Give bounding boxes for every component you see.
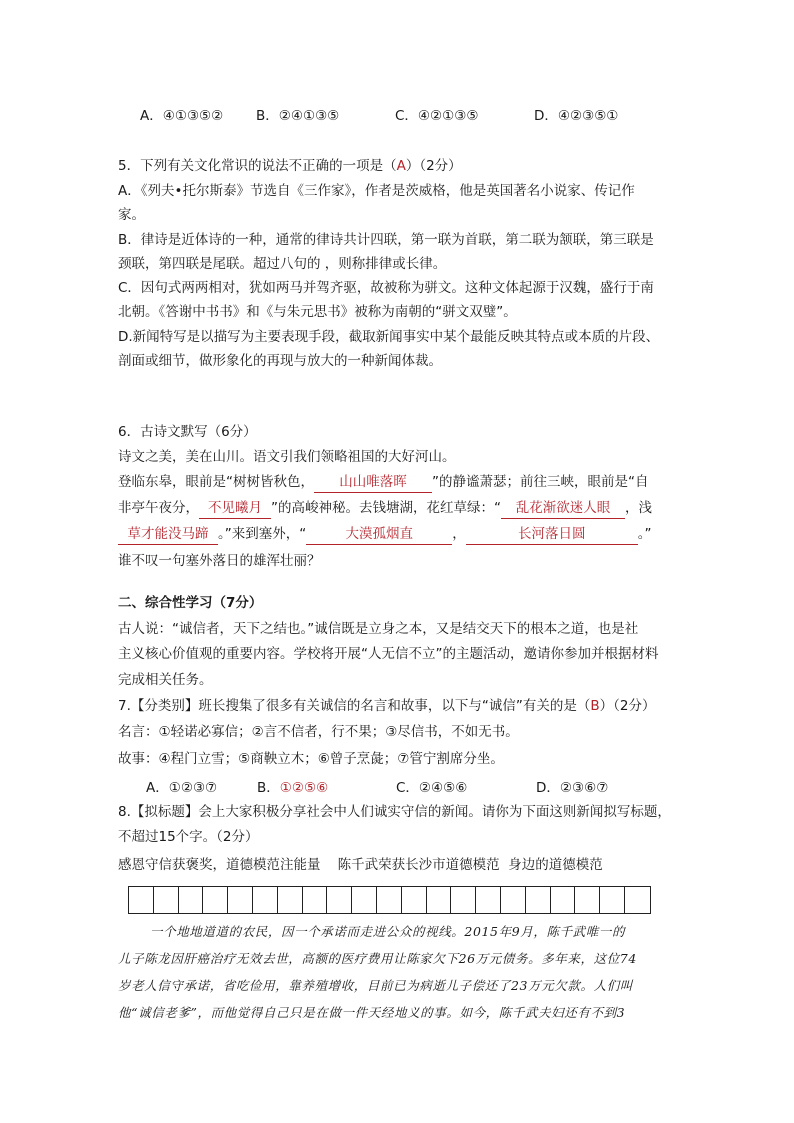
q6-title: 6．古诗文默写（6分）	[118, 424, 257, 440]
q5-option-a-line2: 家。	[118, 207, 145, 223]
grid-cell[interactable]	[600, 887, 625, 913]
answer-grid[interactable]	[128, 886, 651, 914]
grid-cell[interactable]	[526, 887, 551, 913]
q7-stem-text: 7.【分类别】班长搜集了很多有关诚信的名言和故事，以下与“诚信”有关的是（	[118, 698, 591, 714]
section2-para-line1: 古人说：“诚信者，天下之结也。”诚信既是立身之本，又是结交天下的根本之道，也是社	[118, 621, 639, 637]
grid-cell[interactable]	[377, 887, 402, 913]
q6-line1	[118, 472, 649, 493]
q6-line2	[118, 498, 652, 519]
q6-line3	[118, 524, 652, 545]
grid-cell[interactable]	[154, 887, 179, 913]
q6-line3-mid: 。”来到塞外，“	[218, 526, 307, 542]
q7-option-b	[257, 776, 328, 796]
grid-cell[interactable]	[228, 887, 253, 913]
q7-option-b-value: ①②⑤⑥	[279, 780, 329, 796]
q5-option-c-line2: 北朝。《答谢中书书》和《与朱元思书》被称为南朝的“骈文双璧”。	[118, 304, 517, 320]
q7-option-d: D．②③⑥⑦	[536, 780, 609, 796]
q6-answer-5: 长河落日圆	[466, 524, 638, 545]
q7-quotes: 名言：①轻诺必寡信；②言不信者，行不果；③尽信书，不如无书。	[118, 724, 519, 740]
q6-line2-post: ，浅	[625, 500, 652, 516]
q5-option-b-line1: B．律诗是近体诗的一种，通常的律诗共计四联，第一联为首联，第二联为颔联，第三联是	[118, 232, 654, 248]
q6-answer-4: 大漠孤烟直	[306, 524, 452, 545]
q5-option-a-line1: A．《列夫•托尔斯泰》节选自《三作家》，作者是茨威格，他是英国著名小说家、传记作	[118, 183, 635, 199]
q6-line3-sep: ，	[452, 526, 466, 542]
section2-title: 二、综合性学习（7分）	[118, 595, 263, 611]
q8-sample-answers: 感恩守信获褒奖，道德模范注能量 陈千武荣获长沙市道德模范 身边的道德模范	[118, 857, 603, 873]
q5-stem-score: ）（2分）	[405, 158, 462, 174]
q6-line2-pre: 非亭午夜分，	[118, 500, 199, 516]
q6-line4: 谁不叹一句塞外落日的雄浑壮丽？	[118, 553, 321, 569]
q8-stem-line2: 不超过15个字。（2分）	[118, 829, 259, 845]
q7-stem-score: ）（2分）	[599, 698, 656, 714]
news-line2: 儿子陈龙因肝癌治疗无效去世，高额的医疗费用让陈家欠下26万元债务。多年来，这位74	[118, 951, 637, 966]
q6-line1-pre: 登临东皋，眼前是“树树皆秋色，	[118, 474, 314, 490]
news-line1: 一个地地道道的农民，因一个承诺而走进公众的视线。2015年9月，陈千武唯一的	[150, 924, 626, 939]
q5-option-c-line1: C．因句式两两相对，犹如两马并驾齐驱，故被称为骈文。这种文体起源于汉魏，盛行于南	[118, 280, 654, 296]
news-line3: 岁老人信守承诺，省吃俭用，靠养殖增收，目前已为病逝儿子偿还了23万元欠款。人们叫	[118, 978, 633, 993]
q5-stem-text: 5．下列有关文化常识的说法不正确的一项是（	[118, 158, 397, 174]
grid-cell[interactable]	[427, 887, 452, 913]
q5-option-d-line2: 剖面或细节，做形象化的再现与放大的一种新闻体裁。	[118, 353, 442, 369]
grid-cell[interactable]	[451, 887, 476, 913]
q6-intro: 诗文之美，美在山川。语文引我们领略祖国的大好河山。	[118, 449, 456, 465]
grid-cell[interactable]	[625, 887, 650, 913]
q4-option-d: D．④②③⑤①	[534, 108, 619, 124]
section2-para-line3: 完成相关任务。	[118, 672, 213, 688]
q6-line1-post: ”的静谧萧瑟；前往三峡，眼前是“自	[432, 474, 649, 490]
q6-line2-mid: ”的高峻神秘。去钱塘湖，花红草绿：“	[271, 500, 501, 516]
q7-option-a: A．①②③⑦	[146, 780, 218, 796]
grid-cell[interactable]	[402, 887, 427, 913]
grid-cell[interactable]	[253, 887, 278, 913]
grid-cell[interactable]	[129, 887, 154, 913]
q5-stem	[118, 156, 462, 176]
grid-cell[interactable]	[327, 887, 352, 913]
grid-cell[interactable]	[551, 887, 576, 913]
q5-option-b-line2: 颈联，第四联是尾联。超过八句的 ，则称排律或长律。	[118, 256, 447, 272]
q7-answer: B	[590, 698, 600, 714]
q5-option-d-line1: D.新闻特写是以描写为主要表现手段，截取新闻事实中某个最能反映其特点或本质的片段、	[118, 329, 660, 345]
q6-answer-2: 不见曦月	[199, 498, 271, 519]
q4-option-a: A．④①③⑤②	[140, 108, 224, 124]
grid-cell[interactable]	[501, 887, 526, 913]
q7-option-c: C．②④⑤⑥	[396, 780, 468, 796]
grid-cell[interactable]	[575, 887, 600, 913]
news-line4: 他“诚信老爹”，而他觉得自己只是在做一件天经地义的事。如今，陈千武夫妇还有不到3	[118, 1005, 626, 1020]
section2-para-line2: 主义核心价值观的重要内容。学校将开展“人无信不立”的主题活动，邀请你参加并根据材料	[118, 646, 659, 662]
q6-line3-post: 。”	[637, 526, 652, 542]
q5-answer: A	[396, 158, 406, 174]
grid-cell[interactable]	[179, 887, 204, 913]
q6-answer-3: 乱花渐欲迷人眼	[501, 498, 625, 519]
grid-cell[interactable]	[476, 887, 501, 913]
q8-stem-line1: 8.【拟标题】会上大家积极分享社会中人们诚实守信的新闻。请你为下面这则新闻拟写标题，	[118, 804, 671, 820]
grid-cell[interactable]	[203, 887, 228, 913]
q4-option-b: B．②④①③⑤	[256, 108, 340, 124]
grid-cell[interactable]	[278, 887, 303, 913]
grid-cell[interactable]	[352, 887, 377, 913]
q6-answer-3b: 草才能没马蹄	[118, 524, 218, 545]
grid-cell[interactable]	[303, 887, 328, 913]
q7-stories: 故事：④程门立雪；⑤商鞅立木；⑥曾子烹彘；⑦管宁割席分坐。	[118, 751, 504, 767]
q7-option-b-label: B．	[257, 780, 280, 796]
q7-stem	[118, 696, 655, 716]
q6-answer-1: 山山唯落晖	[314, 472, 432, 493]
q4-option-c: C．④②①③⑤	[395, 108, 479, 124]
